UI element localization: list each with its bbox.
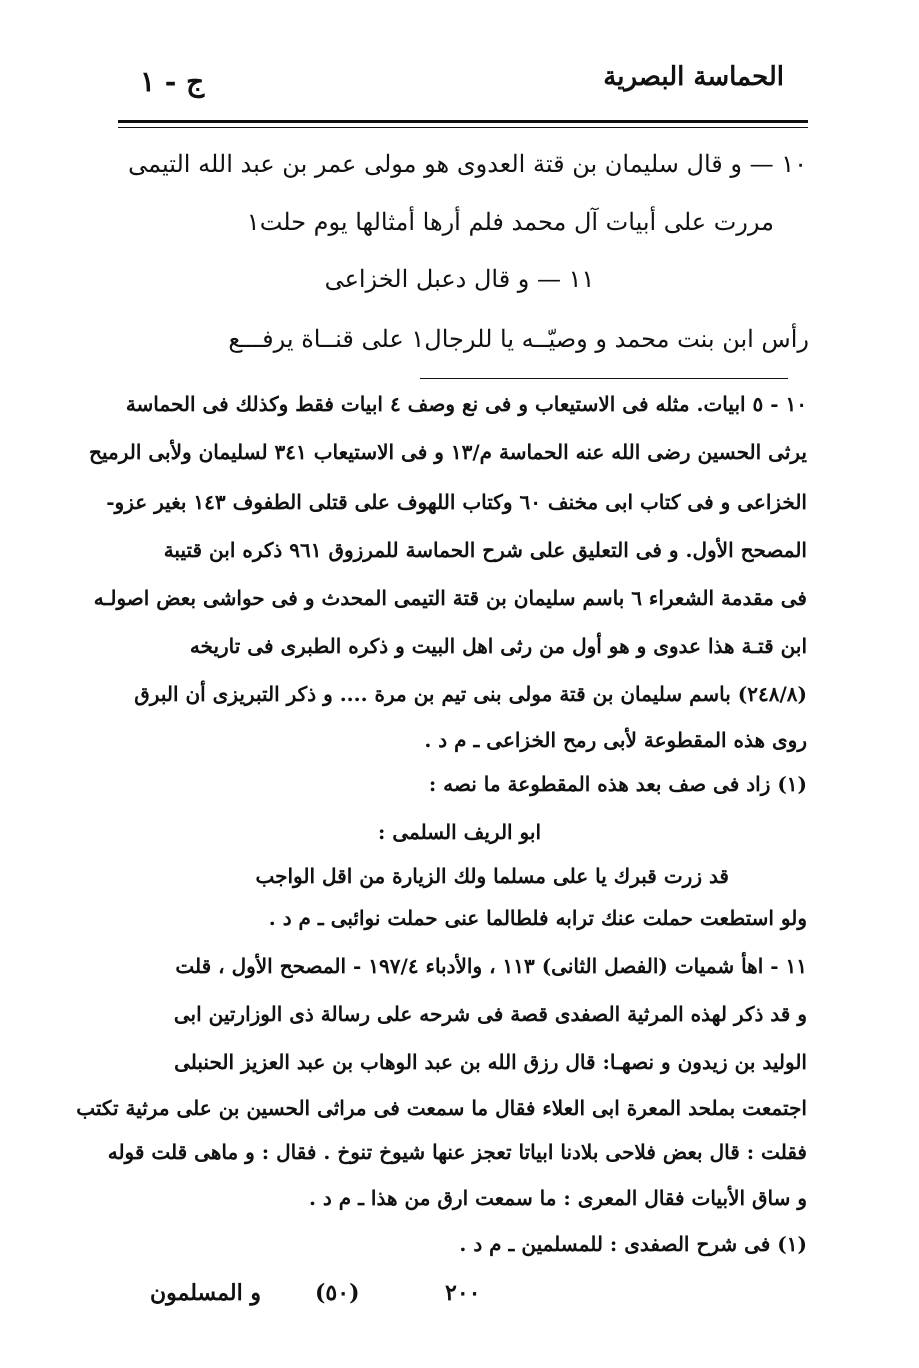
header-rule-thin — [118, 127, 808, 128]
note-line: فى مقدمة الشعراء ٦ باسم سليمان بن قتة التيمى المحدث و فى حواشى بعض اصولـه — [93, 586, 807, 610]
page-number: (٥٠) — [315, 1280, 360, 1306]
catchword: و المسلمون — [150, 1280, 261, 1306]
footnote-1b: (١) فى شرح الصفدى : للمسلمين ـ م د . — [459, 1232, 807, 1256]
note-line: و ساق الأبيات فقال المعرى : ما سمعت ارق من هذا ـ م د . — [308, 1186, 807, 1210]
note-line: ابن قتـة هذا عدوى و هو أول من رثى اهل البيت و ذكره الطبرى فى تاريخه — [189, 634, 807, 658]
poem-heading-10: ١٠ — و قال سليمان بن قتة العدوى هو مولى عمر بن عبد الله التيمى — [128, 150, 807, 178]
quote-author: ابو الريف السلمى : — [377, 820, 542, 844]
note-line: الخزاعى و فى كتاب ابى مخنف ٦٠ وكتاب اللهوف على قتلى الطفوف ١٤٣ بغير عزو- — [106, 490, 807, 514]
running-title: الحماسة البصرية — [603, 62, 784, 92]
poem-verse-10: مررت على أبيات آل محمد فلم أرها أمثالها يوم حلت١ — [246, 208, 774, 236]
volume-label: ج - ١ — [140, 65, 205, 98]
poem-verse-11: رأس ابن بنت محمد و وصيّــه يا للرجال١ على قنــاة يرفـــع — [228, 325, 809, 353]
note-line: اجتمعت بملحد المعرة ابى العلاء فقال ما سمعت فى مراثى الحسين بن على مرثية تكتب — [76, 1096, 807, 1120]
note-line: ١٠ - ٥ ابيات. مثله فى الاستيعاب و فى نع وصف ٤ ابيات فقط وكذلك فى الحماسة — [125, 392, 807, 416]
header-rule-thick — [118, 120, 808, 123]
note-line: يرثى الحسين رضى الله عنه الحماسة م/١٣ و فى الاستيعاب ٣٤١ لسليمان ولأبى الرميح — [89, 440, 807, 464]
note-line: روى هذه المقطوعة لأبى رمح الخزاعى ـ م د . — [424, 728, 807, 752]
quote-verse-2: ولو استطعت حملت عنك ترابه فلطالما عنى حملت نوائبى ـ م د . — [268, 906, 807, 930]
note-line: المصحح الأول. و فى التعليق على شرح الحماسة للمرزوق ٩٦١ ذكره ابن قتيبة — [163, 538, 807, 562]
poem-heading-11: ١١ — و قال دعبل الخزاعى — [324, 265, 595, 293]
signature-number: ٢٠٠ — [445, 1280, 481, 1306]
footnote-separator — [420, 378, 788, 379]
note-line: ١١ - اهأ شميات (الفصل الثانى) ١١٣ ، والأدباء ١٩٧/٤ - المصحح الأول ، قلت — [175, 954, 807, 978]
note-line: فقلت : قال بعض فلاحى بلادنا ابياتا تعجز عنها شيوخ تنوخ . فقال : و ماهى قلت قوله — [107, 1140, 807, 1164]
quote-verse-1: قد زرت قبرك يا على مسلما ولك الزيارة من اقل الواجب — [255, 864, 729, 888]
note-line: (٢٤٨/٨) باسم سليمان بن قتة مولى بنى تيم بن مرة .... و ذكر التبريزى أن البرق — [134, 682, 807, 706]
note-line: الوليد بن زيدون و نصهـا: قال رزق الله بن عبد الوهاب بن عبد العزيز الحنبلى — [174, 1050, 807, 1074]
footnote-1: (١) زاد فى صف بعد هذه المقطوعة ما نصه : — [428, 772, 807, 796]
note-line: و قد ذكر لهذه المرثية الصفدى قصة فى شرحه على رسالة ذى الوزارتين ابى — [173, 1002, 807, 1026]
